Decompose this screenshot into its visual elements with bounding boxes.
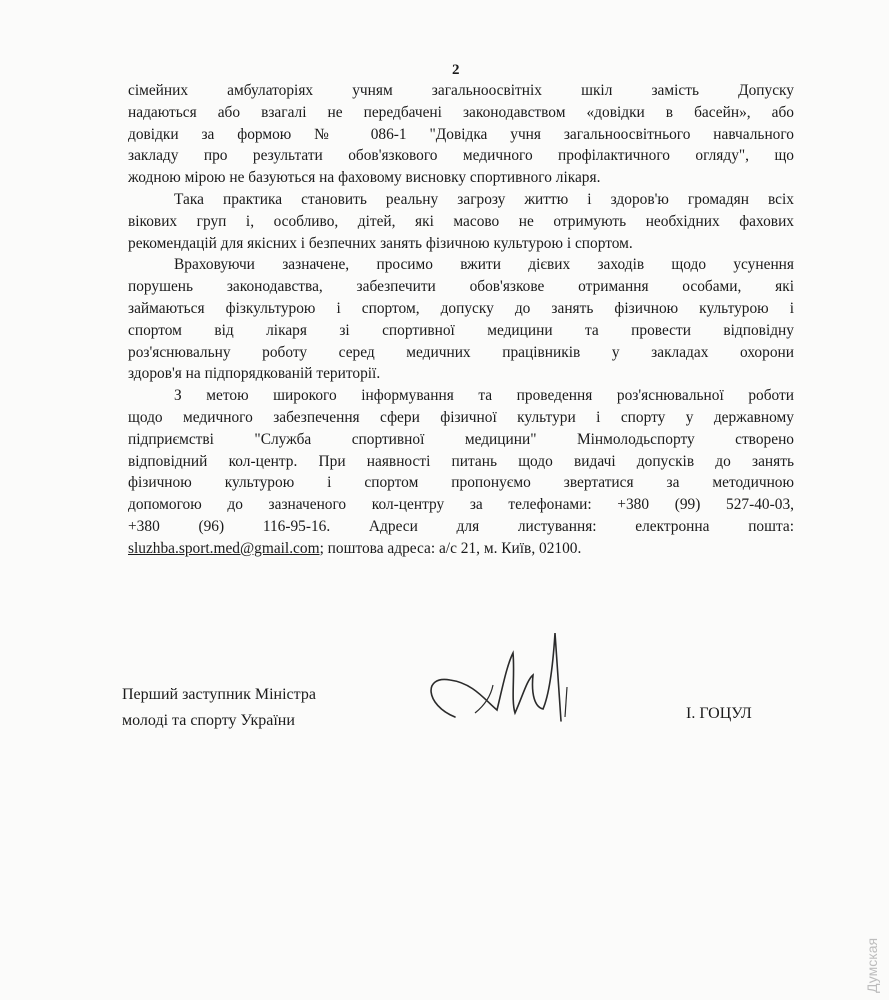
body-line: вікових груп і, особливо, дітей, які масово не отримують необхідних фахових — [128, 212, 794, 230]
page-number: 2 — [452, 62, 460, 78]
body-line: займаються фізкультурою і спортом, допуску до занять фізичною культурою і — [128, 299, 794, 317]
body-line: відповідний кол-центр. При наявності питань щодо видачі допусків до занять — [128, 452, 794, 470]
body-line: довідки за формою № 086-1 "Довідка учня загальноосвітнього навчального — [128, 125, 794, 143]
body-line: жодною мірою не базуються на фаховому висновку спортивного лікаря. — [128, 169, 601, 187]
email-link[interactable]: sluzhba.sport.med@gmail.com — [128, 539, 320, 557]
body-line: Враховуючи зазначене, просимо вжити дієвих заходів щодо усунення — [174, 256, 794, 274]
handwritten-signature — [415, 625, 595, 735]
body-line: Така практика становить реальну загрозу життю і здоров'ю громадян всіх — [174, 190, 794, 208]
watermark-text: Думская — [864, 937, 880, 993]
body-line: здоров'я на підпорядкованій території. — [128, 365, 381, 383]
body-line: допомогою до зазначеного кол-центру за телефонами: +380 (99) 527-40-03, — [128, 496, 794, 514]
body-line: сімейних амбулаторіях учням загальноосвітніх шкіл замість Допуску — [128, 82, 794, 99]
signer-position-line-1: Перший заступник Міністра — [122, 686, 316, 703]
signer-position — [122, 682, 316, 734]
postal-address: ; поштова адреса: а/с 21, м. Київ, 02100. — [319, 539, 582, 557]
signer-name: І. ГОЦУЛ — [686, 705, 752, 722]
body-line: щодо медичного забезпечення сфери фізичної культури і спорту у державному — [128, 408, 794, 426]
body-line: порушень законодавства, забезпечити обов'язкове отримання особами, які — [128, 278, 794, 296]
body-line: рекомендацій для якісних і безпечних занять фізичною культурою і спортом. — [128, 234, 633, 252]
letter-body — [128, 80, 794, 560]
body-line: З метою широкого інформування та проведення роз'яснювальної роботи — [174, 387, 794, 405]
contact-line — [128, 538, 794, 560]
body-line: роз'яснювальну роботу серед медичних працівників у закладах охорони — [128, 343, 794, 361]
body-line: фізичною культурою і спортом пропонуємо звертатися за методичною — [128, 474, 794, 492]
signer-position-line-2: молоді та спорту України — [122, 712, 295, 729]
body-line: +380 (96) 116-95-16. Адреси для листування: електронна пошта: — [128, 517, 794, 535]
body-line: підприємстві "Служба спортивної медицини" Мінмолодьспорту створено — [128, 430, 794, 448]
watermark — [856, 905, 886, 995]
body-line: закладу про результати обов'язкового медичного профілактичного огляду", що — [128, 147, 794, 165]
body-line: надаються або взагалі не передбачені законодавством «довідки в басейн», або — [128, 103, 794, 121]
body-line: спортом від лікаря зі спортивної медицини та провести відповідну — [128, 321, 794, 339]
